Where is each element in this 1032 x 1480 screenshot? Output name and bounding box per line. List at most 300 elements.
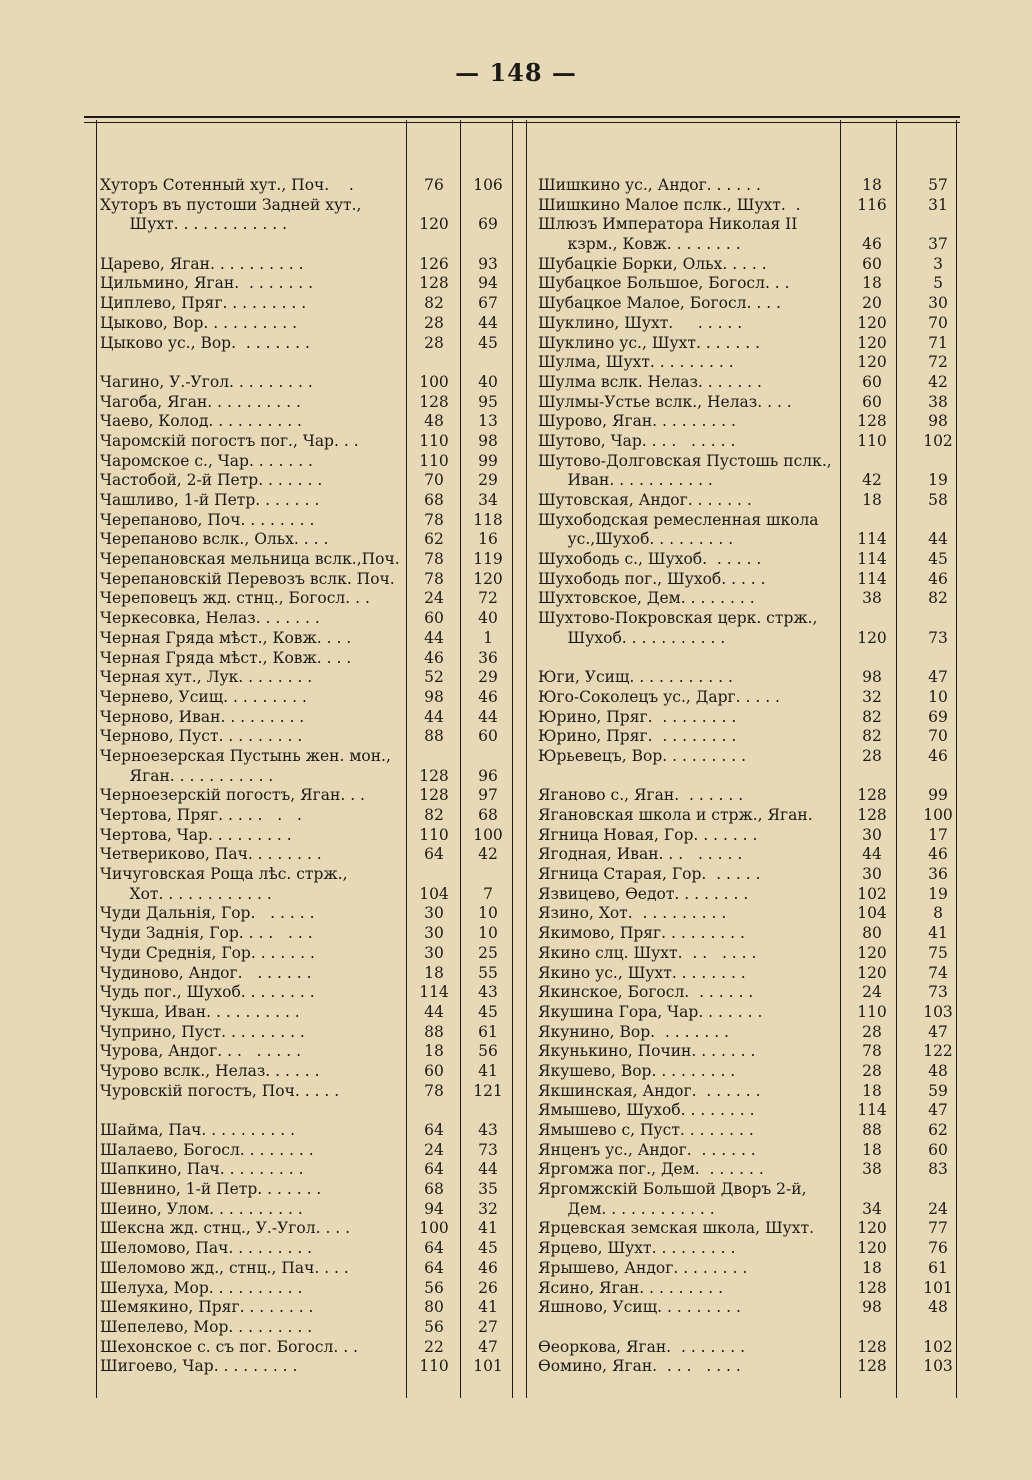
table-row bbox=[538, 1082, 958, 1102]
place-name: Черная хут., Лук. . . . . . . . bbox=[100, 668, 313, 687]
place-name: Шуклино, Шухт. . . . . . bbox=[538, 313, 743, 332]
number-col-2: 19 bbox=[928, 471, 948, 490]
number-col-2: 72 bbox=[478, 589, 498, 608]
number-col-2: 38 bbox=[928, 392, 948, 411]
number-col-1: 110 bbox=[857, 431, 887, 450]
number-col-2: 62 bbox=[928, 1121, 948, 1139]
table-row bbox=[538, 1338, 958, 1358]
table-row bbox=[100, 944, 510, 964]
table-row bbox=[538, 688, 958, 708]
place-name: Шубацкіе Борки, Ольх. . . . . bbox=[538, 254, 767, 273]
number-col-2: 72 bbox=[928, 353, 948, 372]
table-row bbox=[100, 471, 510, 491]
number-col-2: 47 bbox=[928, 1022, 948, 1041]
number-col-1: 60 bbox=[424, 1061, 444, 1080]
table-row bbox=[100, 708, 510, 728]
number-col-1: 98 bbox=[862, 668, 882, 687]
number-col-2: 24 bbox=[928, 1199, 948, 1218]
place-name: Хот. . . . . . . . . . . . bbox=[100, 884, 272, 903]
number-col-2: 59 bbox=[928, 1081, 948, 1100]
table-row bbox=[100, 1338, 510, 1358]
table-row bbox=[100, 806, 510, 826]
number-col-1: 80 bbox=[424, 1298, 444, 1317]
table-row bbox=[100, 964, 510, 984]
table-row bbox=[538, 904, 958, 924]
place-name: Яшново, Усищ. . . . . . . . . bbox=[538, 1298, 741, 1317]
table-row bbox=[100, 215, 510, 235]
number-col-1: 116 bbox=[857, 195, 887, 214]
place-name: Шулма вслк. Нелаз. . . . . . . bbox=[538, 372, 762, 391]
place-name: Шухободь с., Шухоб. . . . . . bbox=[538, 550, 762, 569]
number-col-2: 121 bbox=[473, 1081, 503, 1100]
number-col-1: 78 bbox=[424, 550, 444, 569]
place-name: Хуторъ въ пустоши Задней хут., bbox=[100, 195, 362, 214]
place-name: Черная Гряда мѣст., Ковж. . . . bbox=[100, 628, 352, 647]
table-row bbox=[100, 294, 510, 314]
number-col-2: 26 bbox=[478, 1278, 498, 1297]
place-name: Шухтовское, Дем. . . . . . . . bbox=[538, 589, 755, 608]
number-col-1: 128 bbox=[419, 786, 449, 805]
place-name: Шеино, Улом. . . . . . . . . . bbox=[100, 1199, 303, 1218]
place-name: Юго-Соколецъ ус., Дарг. . . . . bbox=[538, 687, 780, 706]
place-name: Якино слц. Шухт. . . . . . . bbox=[538, 943, 757, 962]
number-col-2: 43 bbox=[478, 983, 498, 1002]
table-row bbox=[100, 1298, 510, 1318]
place-name: Якшинская, Андог. . . . . . . bbox=[538, 1081, 761, 1100]
number-col-1: 110 bbox=[419, 431, 449, 450]
place-name: Шехонское с. съ пог. Богосл. . . bbox=[100, 1337, 359, 1356]
number-col-1: 102 bbox=[857, 884, 887, 903]
number-col-2: 29 bbox=[478, 668, 498, 687]
place-name: Царево, Яган. . . . . . . . . . bbox=[100, 254, 304, 273]
table-row bbox=[100, 1141, 510, 1161]
place-name: Шубацкое Малое, Богосл. . . . bbox=[538, 294, 781, 313]
table-row bbox=[100, 826, 510, 846]
place-name: Ягодная, Иван. . . . . . . . bbox=[538, 845, 743, 864]
place-name: Шепелево, Мор. . . . . . . . . bbox=[100, 1317, 313, 1336]
number-col-1: 128 bbox=[419, 392, 449, 411]
table-row bbox=[538, 373, 958, 393]
place-name: Чудь пог., Шухоб. . . . . . . . bbox=[100, 983, 315, 1002]
place-name: Шигоево, Чар. . . . . . . . . bbox=[100, 1357, 298, 1376]
place-name: Дем. . . . . . . . . . . . bbox=[538, 1199, 715, 1218]
number-col-1: 128 bbox=[857, 806, 887, 824]
number-col-1: 42 bbox=[862, 471, 882, 490]
table-row bbox=[538, 1101, 958, 1121]
number-col-1: 128 bbox=[857, 786, 887, 805]
place-name: Ягановская школа и стрж., Яган. bbox=[538, 806, 813, 824]
number-col-2: 41 bbox=[928, 924, 948, 943]
number-col-2: 69 bbox=[928, 707, 948, 726]
table-row bbox=[100, 1082, 510, 1102]
table-row bbox=[100, 530, 510, 550]
place-name: Чуди Дальнія, Гор. . . . . . bbox=[100, 904, 315, 923]
place-name: Чуди Среднія, Гор. . . . . . . bbox=[100, 943, 315, 962]
table-row bbox=[100, 1023, 510, 1043]
number-col-1: 76 bbox=[424, 176, 444, 194]
place-name: Ярцево, Шухт. . . . . . . . . bbox=[538, 1239, 736, 1258]
number-col-1: 110 bbox=[419, 1357, 449, 1376]
place-name: Шухтово-Покровская церк. стрж., bbox=[538, 609, 818, 628]
place-name: Язвицево, Ѳедот. . . . . . . . bbox=[538, 884, 749, 903]
number-col-2: 96 bbox=[478, 766, 498, 785]
number-col-2: 44 bbox=[478, 707, 498, 726]
number-col-1: 114 bbox=[857, 530, 887, 549]
number-col-2: 3 bbox=[933, 254, 943, 273]
number-col-1: 98 bbox=[862, 1298, 882, 1317]
table-row bbox=[538, 1200, 958, 1220]
place-name: Чертова, Пряг. . . . . . . bbox=[100, 806, 302, 824]
place-name: Шухт. . . . . . . . . . . . bbox=[100, 215, 288, 234]
table-row bbox=[538, 570, 958, 590]
table-row bbox=[538, 294, 958, 314]
table-row bbox=[538, 1357, 958, 1377]
number-col-1: 110 bbox=[857, 1002, 887, 1021]
number-col-2: 75 bbox=[928, 943, 948, 962]
number-col-1: 18 bbox=[862, 176, 882, 194]
number-col-2: 10 bbox=[478, 924, 498, 943]
number-col-1: 18 bbox=[862, 1258, 882, 1277]
number-col-2: 8 bbox=[933, 904, 943, 923]
number-col-1: 32 bbox=[862, 687, 882, 706]
number-col-1: 56 bbox=[424, 1278, 444, 1297]
table-row bbox=[538, 1141, 958, 1161]
number-col-2: 48 bbox=[928, 1061, 948, 1080]
number-col-2: 44 bbox=[478, 1160, 498, 1179]
place-name: Якунькино, Почин. . . . . . . bbox=[538, 1042, 756, 1061]
place-name: Шулма, Шухт. . . . . . . . . bbox=[538, 353, 734, 372]
place-name: Ягница Новая, Гор. . . . . . . bbox=[538, 825, 758, 844]
number-col-1: 68 bbox=[424, 1180, 444, 1199]
place-name: Шеломово, Пач. . . . . . . . . bbox=[100, 1239, 313, 1258]
table-row bbox=[100, 412, 510, 432]
table-row bbox=[538, 471, 958, 491]
table-row bbox=[538, 944, 958, 964]
number-col-1: 128 bbox=[857, 412, 887, 431]
number-col-2: 61 bbox=[478, 1022, 498, 1041]
table-row bbox=[100, 235, 510, 255]
place-name: Якунино, Вор. . . . . . . . bbox=[538, 1022, 729, 1041]
place-name: Яргомжа пог., Дем. . . . . . . bbox=[538, 1160, 764, 1179]
place-name: Частобой, 2-й Петр. . . . . . . bbox=[100, 471, 323, 490]
number-col-1: 38 bbox=[862, 589, 882, 608]
number-col-2: 31 bbox=[928, 195, 948, 214]
table-row bbox=[100, 1357, 510, 1377]
number-col-2: 61 bbox=[928, 1258, 948, 1277]
place-name: Шемякино, Пряг. . . . . . . . bbox=[100, 1298, 314, 1317]
place-name: Шурово, Яган. . . . . . . . . bbox=[538, 412, 736, 431]
place-name: Чуди Заднія, Гор. . . . . . . bbox=[100, 924, 313, 943]
table-row bbox=[100, 1062, 510, 1082]
number-col-1: 128 bbox=[419, 766, 449, 785]
table-row bbox=[100, 668, 510, 688]
table-row bbox=[100, 1003, 510, 1023]
table-row bbox=[100, 924, 510, 944]
table-row bbox=[100, 1259, 510, 1279]
table-row bbox=[538, 452, 958, 472]
table-row bbox=[100, 314, 510, 334]
number-col-2: 94 bbox=[478, 274, 498, 293]
place-name: Шалаево, Богосл. . . . . . . . bbox=[100, 1140, 314, 1159]
place-name: Череповецъ жд. стнц., Богосл. . . bbox=[100, 589, 370, 608]
place-name: Язино, Хот. . . . . . . . . . bbox=[538, 904, 727, 923]
place-name: Чурова, Андог. . . . . . . . bbox=[100, 1042, 302, 1061]
table-row bbox=[100, 1101, 510, 1121]
number-col-2: 41 bbox=[478, 1298, 498, 1317]
place-name: Юрьевецъ, Вор. . . . . . . . . bbox=[538, 746, 747, 765]
number-col-1: 78 bbox=[424, 510, 444, 529]
number-col-1: 64 bbox=[424, 1160, 444, 1179]
table-row bbox=[538, 1219, 958, 1239]
place-name: Шелуха, Мор. . . . . . . . . . bbox=[100, 1278, 303, 1297]
table-row bbox=[538, 1298, 958, 1318]
number-col-1: 48 bbox=[424, 412, 444, 431]
number-col-2: 99 bbox=[478, 451, 498, 470]
number-col-2: 42 bbox=[478, 845, 498, 864]
number-col-2: 102 bbox=[923, 1337, 953, 1356]
number-col-2: 57 bbox=[928, 176, 948, 194]
number-col-1: 64 bbox=[424, 1239, 444, 1258]
table-row bbox=[100, 865, 510, 885]
number-col-1: 18 bbox=[862, 274, 882, 293]
table-row bbox=[100, 1318, 510, 1338]
number-col-1: 56 bbox=[424, 1317, 444, 1336]
place-name: Юрино, Пряг. . . . . . . . . bbox=[538, 727, 737, 746]
number-col-1: 120 bbox=[857, 1239, 887, 1258]
table-row bbox=[538, 1279, 958, 1299]
table-row bbox=[538, 845, 958, 865]
place-name: Шеломово жд., стнц., Пач. . . . bbox=[100, 1258, 349, 1277]
number-col-1: 52 bbox=[424, 668, 444, 687]
number-col-1: 104 bbox=[857, 904, 887, 923]
place-name: Шлюзъ Императора Николая II bbox=[538, 215, 798, 234]
number-col-2: 101 bbox=[923, 1278, 953, 1297]
place-name: Шапкино, Пач. . . . . . . . . bbox=[100, 1160, 304, 1179]
number-col-1: 100 bbox=[419, 372, 449, 391]
number-col-1: 30 bbox=[424, 943, 444, 962]
place-name: Шухободь пог., Шухоб. . . . . bbox=[538, 569, 766, 588]
table-row bbox=[538, 1239, 958, 1259]
place-name: кзрм., Ковж. . . . . . . . bbox=[538, 235, 741, 254]
place-name: Яганово с., Яган. . . . . . . bbox=[538, 786, 744, 805]
number-col-1: 44 bbox=[862, 845, 882, 864]
table-row bbox=[538, 747, 958, 767]
number-col-2: 27 bbox=[478, 1317, 498, 1336]
place-name: Ярышево, Андог. . . . . . . . bbox=[538, 1258, 748, 1277]
place-name: Юги, Усищ. . . . . . . . . . . bbox=[538, 668, 733, 687]
number-col-1: 114 bbox=[857, 569, 887, 588]
table-row bbox=[538, 274, 958, 294]
place-name: Ясино, Яган. . . . . . . . . bbox=[538, 1278, 724, 1297]
number-col-1: 98 bbox=[424, 687, 444, 706]
place-name: Чагино, У.-Угол. . . . . . . . . bbox=[100, 372, 313, 391]
number-col-1: 114 bbox=[857, 1101, 887, 1120]
number-col-2: 1 bbox=[483, 628, 493, 647]
number-col-2: 76 bbox=[928, 1239, 948, 1258]
place-name: Шишкино ус., Андог. . . . . . bbox=[538, 176, 761, 194]
number-col-1: 30 bbox=[862, 865, 882, 884]
number-col-2: 106 bbox=[473, 176, 503, 194]
number-col-2: 70 bbox=[928, 727, 948, 746]
table-row bbox=[538, 826, 958, 846]
table-row bbox=[538, 530, 958, 550]
table-row bbox=[100, 747, 510, 767]
column-divider bbox=[526, 120, 527, 1398]
table-row bbox=[100, 393, 510, 413]
number-col-2: 99 bbox=[928, 786, 948, 805]
place-name: Якино ус., Шухт. . . . . . . . bbox=[538, 963, 746, 982]
place-name: Яган. . . . . . . . . . . bbox=[100, 766, 274, 785]
place-name: Шулмы-Устье вслк., Нелаз. . . . bbox=[538, 392, 792, 411]
number-col-2: 13 bbox=[478, 412, 498, 431]
number-col-1: 120 bbox=[857, 963, 887, 982]
number-col-1: 38 bbox=[862, 1160, 882, 1179]
column-divider bbox=[96, 120, 97, 1398]
number-col-1: 24 bbox=[424, 589, 444, 608]
number-col-1: 82 bbox=[862, 727, 882, 746]
number-col-1: 60 bbox=[862, 254, 882, 273]
place-name: Черкесовка, Нелаз. . . . . . . bbox=[100, 609, 320, 628]
place-name: Якинское, Богосл. . . . . . . bbox=[538, 983, 754, 1002]
number-col-1: 28 bbox=[862, 1061, 882, 1080]
number-col-2: 73 bbox=[928, 983, 948, 1002]
place-name: Черноезерская Пустынь жен. мон., bbox=[100, 746, 391, 765]
table-row bbox=[538, 176, 958, 196]
number-col-2: 60 bbox=[928, 1140, 948, 1159]
place-name: Ярцевская земская школа, Шухт. bbox=[538, 1219, 815, 1238]
table-row bbox=[100, 609, 510, 629]
table-row bbox=[100, 491, 510, 511]
number-col-2: 103 bbox=[923, 1357, 953, 1376]
table-row bbox=[538, 511, 958, 531]
place-name: Цыково, Вор. . . . . . . . . . bbox=[100, 313, 298, 332]
number-col-1: 20 bbox=[862, 294, 882, 313]
table-row bbox=[538, 1318, 958, 1338]
place-name: Чернево, Усищ. . . . . . . . . bbox=[100, 687, 307, 706]
place-name: Ѳомино, Яган. . . . . . . . bbox=[538, 1357, 741, 1376]
number-col-1: 94 bbox=[424, 1199, 444, 1218]
table-row bbox=[538, 1160, 958, 1180]
number-col-1: 100 bbox=[419, 1219, 449, 1238]
place-name: Ямышево, Шухоб. . . . . . . . bbox=[538, 1101, 755, 1120]
number-col-1: 88 bbox=[862, 1121, 882, 1139]
table-row bbox=[538, 668, 958, 688]
number-col-1: 82 bbox=[862, 707, 882, 726]
table-row bbox=[100, 688, 510, 708]
number-col-2: 103 bbox=[923, 1002, 953, 1021]
place-name: Черная Гряда мѣст., Ковж. . . . bbox=[100, 648, 352, 667]
table-row bbox=[538, 885, 958, 905]
number-col-2: 40 bbox=[478, 372, 498, 391]
number-col-2: 73 bbox=[928, 628, 948, 647]
table-row bbox=[538, 235, 958, 255]
place-name: Чурово вслк., Нелаз. . . . . . bbox=[100, 1061, 320, 1080]
number-col-1: 128 bbox=[857, 1278, 887, 1297]
place-name: Якимово, Пряг. . . . . . . . . bbox=[538, 924, 745, 943]
table-row bbox=[100, 255, 510, 275]
table-row bbox=[538, 1259, 958, 1279]
number-col-2: 95 bbox=[478, 392, 498, 411]
place-name: Черепановская мельница вслк.,Поч. bbox=[100, 550, 400, 569]
number-col-2: 48 bbox=[928, 1298, 948, 1317]
table-row bbox=[100, 550, 510, 570]
table-row bbox=[538, 314, 958, 334]
place-name: Чичуговская Роща лѣс. стрж., bbox=[100, 865, 348, 884]
place-name: Чертова, Чар. . . . . . . . . bbox=[100, 825, 292, 844]
place-name: Цильмино, Яган. . . . . . . . bbox=[100, 274, 314, 293]
number-col-2: 46 bbox=[928, 569, 948, 588]
place-name: Чудиново, Андог. . . . . . . bbox=[100, 963, 312, 982]
number-col-1: 120 bbox=[857, 353, 887, 372]
place-name: Шексна жд. стнц., У.-Угол. . . . bbox=[100, 1219, 351, 1238]
table-row bbox=[538, 983, 958, 1003]
number-col-1: 30 bbox=[424, 924, 444, 943]
number-col-2: 77 bbox=[928, 1219, 948, 1238]
number-col-2: 17 bbox=[928, 825, 948, 844]
number-col-1: 18 bbox=[862, 1081, 882, 1100]
number-col-2: 93 bbox=[478, 254, 498, 273]
number-col-2: 60 bbox=[478, 727, 498, 746]
table-row bbox=[100, 570, 510, 590]
table-row bbox=[538, 806, 958, 826]
number-col-2: 82 bbox=[928, 589, 948, 608]
place-name: Чуровскій погостъ, Поч. . . . . bbox=[100, 1081, 340, 1100]
place-name: Цыково ус., Вор. . . . . . . . bbox=[100, 333, 310, 352]
number-col-2: 19 bbox=[928, 884, 948, 903]
table-row bbox=[538, 1121, 958, 1141]
number-col-2: 47 bbox=[928, 668, 948, 687]
number-col-1: 80 bbox=[862, 924, 882, 943]
place-name: Чаромское с., Чар. . . . . . . bbox=[100, 451, 313, 470]
number-col-2: 45 bbox=[478, 333, 498, 352]
number-col-2: 47 bbox=[928, 1101, 948, 1120]
number-col-1: 88 bbox=[424, 1022, 444, 1041]
table-row bbox=[538, 786, 958, 806]
number-col-1: 60 bbox=[862, 372, 882, 391]
number-col-1: 114 bbox=[419, 983, 449, 1002]
table-row bbox=[100, 885, 510, 905]
right-column bbox=[538, 176, 958, 1377]
table-row bbox=[538, 924, 958, 944]
number-col-2: 46 bbox=[478, 687, 498, 706]
number-col-2: 40 bbox=[478, 609, 498, 628]
table-row bbox=[100, 452, 510, 472]
number-col-2: 46 bbox=[928, 845, 948, 864]
table-row bbox=[100, 629, 510, 649]
table-row bbox=[100, 1279, 510, 1299]
number-col-2: 32 bbox=[478, 1199, 498, 1218]
place-name: Шайма, Пач. . . . . . . . . . bbox=[100, 1121, 296, 1139]
table-row bbox=[100, 845, 510, 865]
number-col-2: 67 bbox=[478, 294, 498, 313]
number-col-2: 100 bbox=[923, 806, 953, 824]
table-row bbox=[100, 767, 510, 787]
number-col-1: 60 bbox=[862, 392, 882, 411]
number-col-2: 98 bbox=[928, 412, 948, 431]
table-row bbox=[538, 393, 958, 413]
number-col-2: 122 bbox=[923, 1042, 953, 1061]
place-name: Яргомжскій Большой Дворъ 2-й, bbox=[538, 1180, 807, 1199]
number-col-2: 36 bbox=[928, 865, 948, 884]
number-col-1: 30 bbox=[862, 825, 882, 844]
number-col-2: 68 bbox=[478, 806, 498, 824]
table-row bbox=[538, 649, 958, 669]
place-name: Чагоба, Яган. . . . . . . . . . bbox=[100, 392, 301, 411]
number-col-2: 46 bbox=[928, 746, 948, 765]
number-col-1: 62 bbox=[424, 530, 444, 549]
number-col-1: 18 bbox=[862, 491, 882, 509]
table-row bbox=[538, 255, 958, 275]
